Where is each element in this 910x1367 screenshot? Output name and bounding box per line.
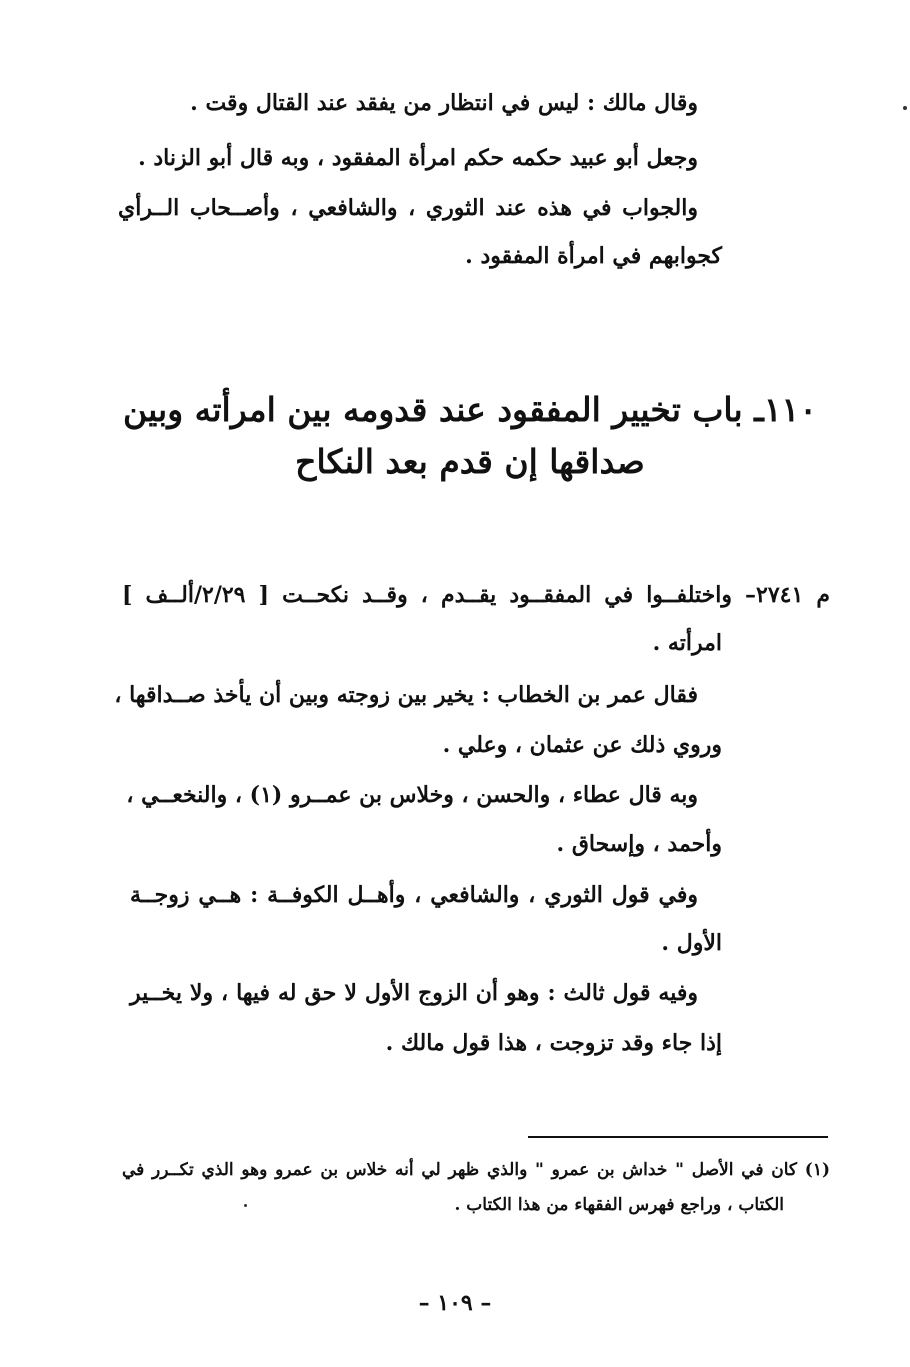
text-line: امرأته . xyxy=(652,630,722,656)
text-line: وفيه قول ثالث : وهو أن الزوج الأول لا حق له فيها ، ولا يخــير xyxy=(130,980,698,1006)
text-line: وجعل أبو عبيد حكمه حكم امرأة المفقود ، وبه قال أبو الزناد . xyxy=(138,145,698,171)
text-line: والجواب في هذه عند الثوري ، والشافعي ، وأصــحاب الــرأي xyxy=(118,195,698,221)
footnote-line: (١) كان في الأصل " خداش بن عمرو " والذي ظهر لي أنه خلاس بن عمرو وهو الذي تكــرر في xyxy=(122,1160,831,1180)
text-line: وأحمد ، وإسحاق . xyxy=(556,831,722,857)
text-line: كجوابهم في امرأة المفقود . xyxy=(465,243,722,269)
chapter-title: ١١٠ـ باب تخيير المفقود عند قدومه بين امرأته وبين xyxy=(122,390,818,429)
text-line: إذا جاء وقد تزوجت ، هذا قول مالك . xyxy=(385,1030,722,1056)
text-line: الأول . xyxy=(661,930,722,956)
page-number: – ١٠٩ – xyxy=(418,1290,492,1316)
chapter-title: صداقها إن قدم بعد النكاح xyxy=(295,442,645,481)
text-line: وبه قال عطاء ، والحسن ، وخلاس بن عمــرو (١) ، والنخعــي ، xyxy=(126,782,698,808)
text-line: وفي قول الثوري ، والشافعي ، وأهــل الكوفــة : هــي زوجــة xyxy=(130,882,698,908)
scan-speck xyxy=(903,106,907,110)
footnote-rule xyxy=(528,1136,828,1138)
footnote-line: الكتاب ، وراجع فهرس الفقهاء من هذا الكتاب . xyxy=(454,1195,784,1215)
text-line: وقال مالك : ليس في انتظار من يفقد عند القتال وقت . xyxy=(190,90,698,116)
text-line: وروي ذلك عن عثمان ، وعلي . xyxy=(442,732,722,758)
text-line: م ٢٧٤١– واختلفــوا في المفقــود يقــدم ، وقــد نكحــت [ ٢/٢٩/ألــف ] xyxy=(122,582,830,608)
text-line: فقال عمر بن الخطاب : يخير بين زوجته وبين أن يأخذ صــداقها ، xyxy=(114,682,698,708)
scan-speck xyxy=(244,1204,247,1207)
